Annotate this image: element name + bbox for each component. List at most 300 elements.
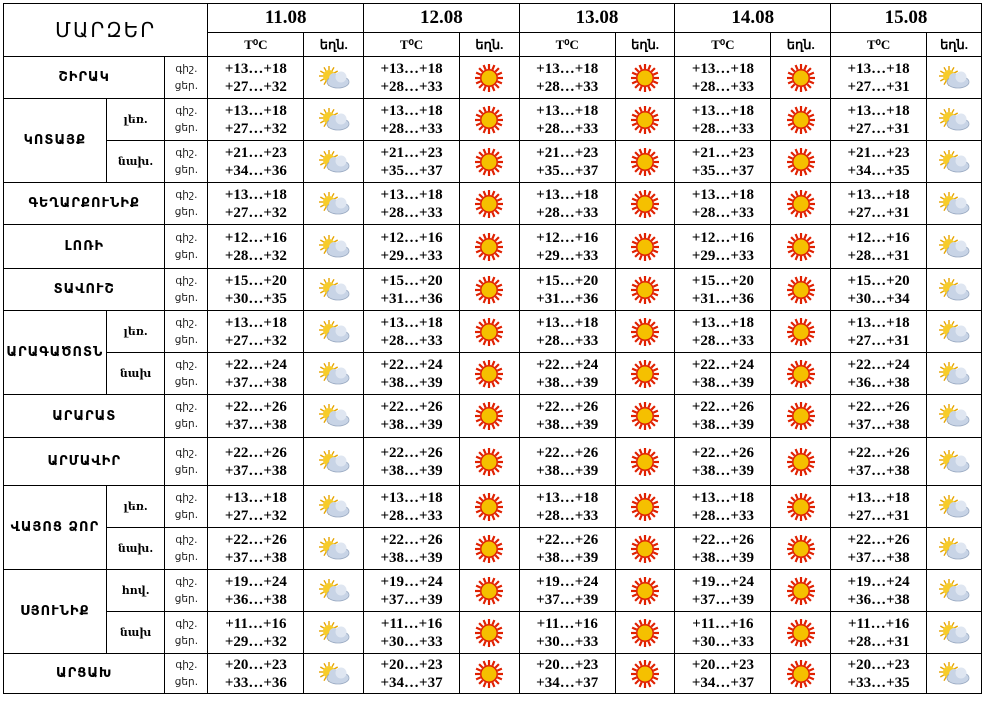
day-temperature: +29…+33 <box>691 247 754 264</box>
night-temperature: +19…+24 <box>380 573 443 590</box>
night-temperature: +22…+26 <box>536 399 599 415</box>
region-forecast-row <box>4 395 982 438</box>
night-temperature: +19…+24 <box>691 573 754 590</box>
temperature-cell <box>519 225 615 269</box>
night-temperature: +11…+16 <box>380 615 443 632</box>
sun-icon <box>771 225 831 269</box>
sun-behind-cloud-icon <box>304 141 364 183</box>
night-temperature: +11…+16 <box>847 615 910 632</box>
region-forecast-row <box>4 654 982 694</box>
night-label: գիշ. <box>175 231 198 244</box>
day-temperature: +28…+33 <box>380 204 443 221</box>
sun-behind-cloud-icon <box>927 57 982 99</box>
region-forecast-row <box>4 269 982 311</box>
temperature-column-header: T⁰C <box>831 33 927 57</box>
night-temperature: +12…+16 <box>847 229 910 246</box>
temperature-column-header: T⁰C <box>208 33 304 57</box>
sun-icon <box>460 311 520 353</box>
night-temperature: +13…+18 <box>691 60 754 77</box>
night-temperature: +20…+23 <box>536 656 599 673</box>
day-temperature: +28…+33 <box>536 120 599 137</box>
night-temperature: +13…+18 <box>847 60 910 77</box>
temperature-cell <box>675 570 771 612</box>
night-temperature: +22…+26 <box>536 531 599 548</box>
night-temperature: +15…+20 <box>847 272 910 289</box>
temperature-cell <box>675 438 771 486</box>
temperature-cell <box>208 311 304 353</box>
region-forecast-row <box>4 612 982 654</box>
sun-behind-cloud-icon <box>927 438 982 486</box>
day-temperature: +34…+36 <box>224 162 287 179</box>
day-temperature: +38…+39 <box>536 462 599 479</box>
temperature-cell <box>519 141 615 183</box>
day-temperature: +27…+32 <box>224 332 287 349</box>
temperature-cell <box>364 311 460 353</box>
region-name: ՍՅՈՒՆԻՔ <box>4 570 107 654</box>
sun-icon <box>615 99 675 141</box>
night-temperature: +12…+16 <box>691 229 754 246</box>
day-night-labels <box>165 395 208 438</box>
day-night-labels <box>165 141 208 183</box>
temperature-cell <box>675 269 771 311</box>
day-label: ցեր. <box>174 163 199 176</box>
temperature-cell <box>364 225 460 269</box>
night-temperature: +21…+23 <box>847 144 910 161</box>
temperature-cell <box>364 612 460 654</box>
region-forecast-row <box>4 99 982 141</box>
day-temperature: +38…+39 <box>536 549 599 566</box>
temperature-cell <box>519 654 615 694</box>
night-temperature: +15…+20 <box>224 272 287 289</box>
temperature-cell <box>208 141 304 183</box>
night-temperature: +13…+18 <box>224 314 287 331</box>
temperature-cell <box>208 612 304 654</box>
day-temperature: +34…+37 <box>536 674 599 691</box>
day-temperature: +35…+37 <box>536 162 599 179</box>
night-temperature: +13…+18 <box>847 102 910 119</box>
night-label: գիշ. <box>175 188 198 201</box>
night-temperature: +22…+26 <box>224 531 287 548</box>
sun-icon <box>460 528 520 570</box>
day-temperature: +29…+33 <box>380 247 443 264</box>
day-temperature: +33…+35 <box>847 674 910 691</box>
day-temperature: +27…+31 <box>847 507 910 524</box>
temperature-cell <box>208 99 304 141</box>
region-forecast-row <box>4 141 982 183</box>
day-temperature: +27…+31 <box>847 332 910 349</box>
day-temperature: +37…+38 <box>224 417 287 433</box>
day-temperature: +37…+38 <box>224 374 287 391</box>
day-temperature: +38…+39 <box>380 549 443 566</box>
sun-behind-cloud-icon <box>304 353 364 395</box>
sun-behind-cloud-icon <box>304 438 364 486</box>
night-temperature: +19…+24 <box>224 573 287 590</box>
date-header: 12.08 <box>364 4 520 33</box>
night-temperature: +15…+20 <box>380 272 443 289</box>
sun-behind-cloud-icon <box>927 141 982 183</box>
temperature-cell <box>831 99 927 141</box>
temperature-cell <box>831 225 927 269</box>
sun-behind-cloud-icon <box>927 570 982 612</box>
sun-behind-cloud-icon <box>304 395 364 438</box>
region-name: ԳԵՂԱՐՔՈՒՆԻՔ <box>4 183 165 225</box>
day-temperature: +28…+33 <box>380 120 443 137</box>
day-temperature: +38…+39 <box>380 462 443 479</box>
day-temperature: +35…+37 <box>691 162 754 179</box>
sun-behind-cloud-icon <box>927 269 982 311</box>
day-temperature: +28…+33 <box>691 204 754 221</box>
sun-icon <box>615 486 675 528</box>
night-temperature: +11…+16 <box>692 615 754 632</box>
day-label: ցեր. <box>174 291 199 304</box>
sun-behind-cloud-icon <box>927 225 982 269</box>
weather-forecast-table <box>3 3 982 694</box>
temperature-cell <box>208 57 304 99</box>
night-temperature: +22…+26 <box>536 444 599 461</box>
sun-behind-cloud-icon <box>304 612 364 654</box>
day-temperature: +38…+39 <box>691 549 754 566</box>
day-temperature: +38…+39 <box>380 374 443 391</box>
temperature-cell <box>364 57 460 99</box>
temperature-cell <box>831 57 927 99</box>
night-temperature: +13…+18 <box>380 102 443 119</box>
sun-icon <box>771 612 831 654</box>
night-temperature: +21…+23 <box>536 144 599 161</box>
region-forecast-row <box>4 353 982 395</box>
day-temperature: +38…+39 <box>536 417 599 433</box>
sun-behind-cloud-icon <box>927 612 982 654</box>
temperature-cell <box>208 395 304 438</box>
day-night-labels <box>165 438 208 486</box>
sun-icon <box>615 269 675 311</box>
sun-behind-cloud-icon <box>304 225 364 269</box>
sun-icon <box>615 353 675 395</box>
day-temperature: +27…+31 <box>847 120 910 137</box>
temperature-cell <box>831 438 927 486</box>
temperature-cell <box>364 395 460 438</box>
night-temperature: +13…+18 <box>536 314 599 331</box>
day-label: ցեր. <box>174 550 199 563</box>
sun-icon <box>771 353 831 395</box>
region-name: ԱՐՄԱՎԻՐ <box>4 438 165 486</box>
day-temperature: +28…+33 <box>536 332 599 349</box>
night-temperature: +12…+16 <box>380 229 443 246</box>
night-temperature: +22…+26 <box>847 444 910 461</box>
day-temperature: +28…+33 <box>380 332 443 349</box>
night-temperature: +13…+18 <box>224 489 287 506</box>
sun-icon <box>460 57 520 99</box>
temperature-cell <box>519 612 615 654</box>
temperature-cell <box>831 654 927 694</box>
temperature-cell <box>675 353 771 395</box>
sun-icon <box>460 570 520 612</box>
sun-icon <box>771 141 831 183</box>
night-temperature: +15…+20 <box>691 272 754 289</box>
day-temperature: +28…+33 <box>691 507 754 524</box>
day-temperature: +30…+35 <box>224 290 287 307</box>
sun-icon <box>460 269 520 311</box>
sun-behind-cloud-icon <box>304 57 364 99</box>
sun-icon <box>460 141 520 183</box>
region-name: ՏԱՎՈՒՇ <box>4 269 165 311</box>
temperature-cell <box>208 183 304 225</box>
night-temperature: +19…+24 <box>536 573 599 590</box>
temperature-cell <box>364 353 460 395</box>
night-temperature: +13…+18 <box>847 489 910 506</box>
night-label: գիշ. <box>175 401 198 413</box>
day-night-labels <box>165 57 208 99</box>
night-temperature: +22…+24 <box>380 356 443 373</box>
sun-icon <box>615 57 675 99</box>
day-temperature: +29…+32 <box>224 633 287 650</box>
temperature-cell <box>831 395 927 438</box>
day-label: ցեր. <box>174 375 199 388</box>
region-forecast-row <box>4 57 982 99</box>
day-temperature: +30…+33 <box>380 633 443 650</box>
subregion-label: նախ. <box>106 141 165 183</box>
date-header: 15.08 <box>831 4 982 33</box>
temperature-cell <box>831 528 927 570</box>
sun-behind-cloud-icon <box>304 486 364 528</box>
night-temperature: +22…+24 <box>536 356 599 373</box>
date-header: 13.08 <box>519 4 675 33</box>
night-temperature: +13…+18 <box>536 102 599 119</box>
sun-behind-cloud-icon <box>927 353 982 395</box>
night-temperature: +13…+18 <box>691 186 754 203</box>
day-temperature: +37…+38 <box>847 462 910 479</box>
temperature-cell <box>831 486 927 528</box>
sun-icon <box>460 183 520 225</box>
night-temperature: +11…+16 <box>225 615 287 632</box>
weather-column-header: եղն. <box>304 33 364 57</box>
sun-icon <box>771 486 831 528</box>
temperature-cell <box>208 353 304 395</box>
region-name: ԱՐԱՐԱՏ <box>4 395 165 438</box>
sun-behind-cloud-icon <box>927 99 982 141</box>
night-temperature: +12…+16 <box>536 229 599 246</box>
temperature-cell <box>208 269 304 311</box>
sun-icon <box>460 99 520 141</box>
sun-behind-cloud-icon <box>304 570 364 612</box>
temperature-cell <box>831 141 927 183</box>
day-temperature: +28…+33 <box>691 78 754 95</box>
temperature-cell <box>364 183 460 225</box>
night-temperature: +22…+26 <box>691 531 754 548</box>
day-temperature: +30…+33 <box>536 633 599 650</box>
day-temperature: +35…+37 <box>380 162 443 179</box>
temperature-cell <box>519 311 615 353</box>
night-temperature: +13…+18 <box>224 60 287 77</box>
night-temperature: +13…+18 <box>691 102 754 119</box>
sun-icon <box>460 225 520 269</box>
day-temperature: +37…+38 <box>847 417 910 433</box>
day-temperature: +27…+31 <box>847 78 910 95</box>
night-temperature: +13…+18 <box>224 102 287 119</box>
temperature-cell <box>208 486 304 528</box>
day-label: ցեր. <box>174 333 199 346</box>
temperature-cell <box>831 183 927 225</box>
temperature-cell <box>675 141 771 183</box>
temperature-cell <box>519 486 615 528</box>
sun-behind-cloud-icon <box>927 183 982 225</box>
sun-icon <box>615 225 675 269</box>
night-temperature: +22…+26 <box>691 444 754 461</box>
temperature-cell <box>675 528 771 570</box>
sun-behind-cloud-icon <box>304 311 364 353</box>
night-temperature: +22…+24 <box>224 356 287 373</box>
night-label: գիշ. <box>175 316 198 329</box>
sun-icon <box>615 311 675 353</box>
night-label: գիշ. <box>175 491 198 504</box>
day-temperature: +37…+38 <box>847 549 910 566</box>
night-temperature: +22…+26 <box>380 399 443 415</box>
region-name: ԿՈՏԱՅՔ <box>4 99 107 183</box>
sun-icon <box>615 395 675 438</box>
day-temperature: +34…+37 <box>380 674 443 691</box>
night-temperature: +22…+26 <box>380 444 443 461</box>
region-forecast-row <box>4 183 982 225</box>
night-temperature: +22…+26 <box>847 531 910 548</box>
day-temperature: +38…+39 <box>380 417 443 433</box>
day-temperature: +31…+36 <box>536 290 599 307</box>
day-temperature: +28…+33 <box>691 120 754 137</box>
subregion-label: լեռ. <box>106 99 165 141</box>
temperature-cell <box>364 141 460 183</box>
temperature-column-header: T⁰C <box>519 33 615 57</box>
night-temperature: +13…+18 <box>536 60 599 77</box>
subregion-label: հով. <box>106 570 165 612</box>
sun-icon <box>615 183 675 225</box>
day-temperature: +30…+34 <box>847 290 910 307</box>
date-header: 11.08 <box>208 4 364 33</box>
sun-icon <box>771 57 831 99</box>
night-label: գիշ. <box>175 617 198 630</box>
night-temperature: +21…+23 <box>380 144 443 161</box>
sun-icon <box>460 353 520 395</box>
night-temperature: +13…+18 <box>536 186 599 203</box>
weather-column-header: եղն. <box>771 33 831 57</box>
day-temperature: +31…+36 <box>380 290 443 307</box>
day-temperature: +30…+33 <box>691 633 754 650</box>
temperature-cell <box>364 99 460 141</box>
region-name: ԼՈՌԻ <box>4 225 165 269</box>
day-temperature: +28…+33 <box>536 507 599 524</box>
day-temperature: +36…+38 <box>224 591 287 608</box>
night-label: գիշ. <box>175 146 198 159</box>
temperature-cell <box>364 486 460 528</box>
night-temperature: +22…+26 <box>224 444 287 461</box>
subregion-label: լեռ. <box>106 311 165 353</box>
night-temperature: +13…+18 <box>380 60 443 77</box>
temperature-cell <box>519 353 615 395</box>
region-forecast-row <box>4 311 982 353</box>
region-name: ԱՐԱԳԱԾՈՏՆ <box>4 311 107 395</box>
sun-icon <box>771 570 831 612</box>
night-temperature: +12…+16 <box>224 229 287 246</box>
day-temperature: +36…+38 <box>847 591 910 608</box>
day-temperature: +37…+38 <box>224 549 287 566</box>
date-header: 14.08 <box>675 4 831 33</box>
day-temperature: +38…+39 <box>536 374 599 391</box>
temperature-cell <box>519 99 615 141</box>
day-temperature: +27…+32 <box>224 120 287 137</box>
temperature-cell <box>675 225 771 269</box>
temperature-column-header: T⁰C <box>364 33 460 57</box>
night-temperature: +21…+23 <box>691 144 754 161</box>
region-name: ԱՐՑԱԽ <box>4 654 165 694</box>
temperature-cell <box>831 311 927 353</box>
night-temperature: +22…+26 <box>847 399 910 415</box>
temperature-cell <box>208 654 304 694</box>
day-temperature: +29…+33 <box>536 247 599 264</box>
day-night-labels <box>165 612 208 654</box>
night-temperature: +13…+18 <box>380 489 443 506</box>
sun-icon <box>771 269 831 311</box>
night-label: գիշ. <box>175 658 198 671</box>
temperature-column-header: T⁰C <box>675 33 771 57</box>
day-temperature: +33…+36 <box>224 674 287 691</box>
temperature-cell <box>519 395 615 438</box>
temperature-cell <box>831 269 927 311</box>
sun-icon <box>615 528 675 570</box>
temperature-cell <box>519 528 615 570</box>
day-label: ցեր. <box>174 675 199 688</box>
day-night-labels <box>165 225 208 269</box>
sun-icon <box>615 570 675 612</box>
day-label: ցեր. <box>174 592 199 605</box>
day-temperature: +27…+32 <box>224 204 287 221</box>
subregion-label: լեռ. <box>106 486 165 528</box>
night-temperature: +13…+18 <box>224 186 287 203</box>
day-temperature: +38…+39 <box>691 462 754 479</box>
temperature-cell <box>208 225 304 269</box>
temperature-cell <box>831 353 927 395</box>
temperature-cell <box>675 311 771 353</box>
night-temperature: +11…+16 <box>536 615 598 632</box>
night-label: գիշ. <box>175 104 198 117</box>
night-temperature: +13…+18 <box>691 489 754 506</box>
day-night-labels <box>165 486 208 528</box>
temperature-cell <box>364 528 460 570</box>
night-temperature: +13…+18 <box>380 186 443 203</box>
day-temperature: +34…+37 <box>691 674 754 691</box>
temperature-cell <box>675 57 771 99</box>
night-temperature: +21…+23 <box>224 144 287 161</box>
day-temperature: +37…+38 <box>224 462 287 479</box>
day-temperature: +38…+39 <box>691 417 754 433</box>
temperature-cell <box>364 654 460 694</box>
day-temperature: +28…+33 <box>691 332 754 349</box>
night-label: գիշ. <box>175 446 198 459</box>
temperature-cell <box>208 528 304 570</box>
night-temperature: +13…+18 <box>380 314 443 331</box>
day-label: ցեր. <box>174 418 199 430</box>
region-forecast-row <box>4 486 982 528</box>
subregion-label: նախ. <box>106 528 165 570</box>
night-label: գիշ. <box>175 358 198 371</box>
sun-icon <box>771 528 831 570</box>
sun-icon <box>460 395 520 438</box>
temperature-cell <box>519 57 615 99</box>
sun-behind-cloud-icon <box>927 486 982 528</box>
temperature-cell <box>519 438 615 486</box>
day-night-labels <box>165 269 208 311</box>
sun-icon <box>771 395 831 438</box>
sun-icon <box>615 438 675 486</box>
region-forecast-row <box>4 528 982 570</box>
night-temperature: +20…+23 <box>691 656 754 673</box>
day-label: ցեր. <box>174 248 199 261</box>
